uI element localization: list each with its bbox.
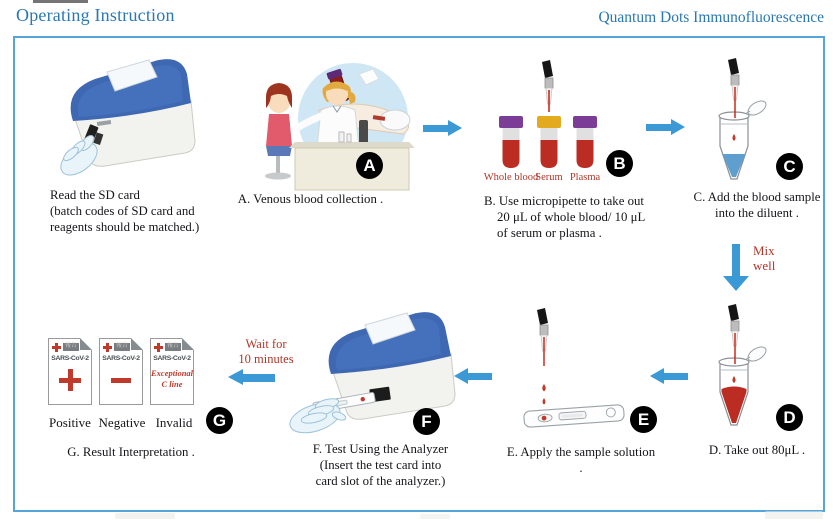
sd-card-reader-illustration xyxy=(45,55,205,187)
arrow-b-to-c xyxy=(646,119,686,135)
card-title: SARS-CoV-2 xyxy=(102,355,140,362)
scan-artifact xyxy=(765,511,823,519)
sd-card-caption: Read the SD card (batch codes of SD card and reagents should be matched.) xyxy=(50,188,200,235)
blood-tubes-illustration xyxy=(478,60,604,176)
step-g-caption: G. Result Interpretation . xyxy=(67,445,195,459)
step-badge-c: C xyxy=(776,153,803,180)
doctor-coat xyxy=(317,106,359,148)
medical-cross-icon xyxy=(154,343,163,352)
step-a-caption: A. Venous blood collection . xyxy=(237,192,384,206)
venous-blood-collection-illustration xyxy=(235,58,425,192)
micropipette-icon xyxy=(537,308,548,366)
scan-artifact xyxy=(420,514,450,519)
result-label-negative: Negative xyxy=(98,415,146,430)
step-e-caption: E. Apply the sample solution . xyxy=(506,445,656,476)
step-badge-d: D xyxy=(776,404,803,431)
arrow-c-to-d-mix xyxy=(723,244,749,292)
result-card-positive xyxy=(48,338,92,405)
tube-label-whole-blood: Whole blood xyxy=(483,172,539,183)
positive-result-icon xyxy=(59,369,81,391)
step-c-caption: C. Add the blood sample into the diluent . xyxy=(693,190,821,221)
paper-fold-icon xyxy=(131,338,143,350)
step-badge-f: F xyxy=(413,408,440,435)
sample-tube-illustration xyxy=(695,304,785,432)
stool-icon xyxy=(265,173,291,180)
micropipette-icon xyxy=(728,304,739,364)
page-subtitle: Quantum Dots Immunofluorescence xyxy=(598,9,824,26)
step-badge-a: A xyxy=(356,152,383,179)
sample-drop-icon xyxy=(543,398,546,405)
negative-result-icon xyxy=(111,378,131,383)
report-tag: 報告 xyxy=(65,343,78,350)
step-badge-b: B xyxy=(606,150,633,177)
step-badge-e: E xyxy=(630,406,657,433)
step-b-caption: B. Use micropipette to take out 20 μL of whole blood/ 10 μL of serum or plasma . xyxy=(484,194,646,241)
medical-cross-icon xyxy=(103,343,112,352)
result-card-negative xyxy=(99,338,143,405)
arrow-a-to-b xyxy=(423,120,463,136)
paper-fold-icon xyxy=(80,338,92,350)
report-tag: 報告 xyxy=(116,343,129,350)
result-card-invalid xyxy=(150,338,194,405)
mix-well-label: Mix well xyxy=(753,243,776,273)
micropipette-icon xyxy=(542,60,553,112)
tube-label-plasma: Plasma xyxy=(569,172,601,183)
card-title: SARS-CoV-2 xyxy=(153,355,191,362)
tube-label-serum: Serum xyxy=(535,172,563,183)
invalid-result-text: Exceptional C line xyxy=(151,368,194,390)
plasma-tube-icon xyxy=(573,116,597,168)
micropipette-icon xyxy=(728,58,739,118)
serum-tube-icon xyxy=(537,116,561,168)
step-f-caption: F. Test Using the Analyzer (Insert the test card into card slot of the analyzer.) xyxy=(312,442,449,489)
test-card-icon xyxy=(524,405,625,428)
step-badge-g: G xyxy=(206,407,233,434)
paper-fold-icon xyxy=(182,338,194,350)
result-cards xyxy=(48,338,194,405)
whole-blood-tube-icon xyxy=(499,116,523,168)
report-tag: 報告 xyxy=(167,343,180,350)
scan-artifact xyxy=(33,0,88,3)
arrow-d-to-e xyxy=(650,368,690,384)
apply-sample-illustration xyxy=(512,304,648,434)
arrow-f-to-g-wait xyxy=(228,369,278,386)
patient-body xyxy=(266,114,292,146)
sample-drop-icon xyxy=(542,384,545,391)
medical-cross-icon xyxy=(52,343,61,352)
result-label-invalid: Invalid xyxy=(155,415,193,430)
result-labels xyxy=(44,415,200,431)
desk-icon xyxy=(295,148,409,190)
card-title: SARS-CoV-2 xyxy=(51,355,89,362)
result-label-positive: Positive xyxy=(49,415,91,430)
wait-label: Wait for 10 minutes xyxy=(238,337,294,366)
page-title: Operating Instruction xyxy=(16,5,175,25)
scan-artifact xyxy=(115,513,175,519)
step-d-caption: D. Take out 80μL . xyxy=(708,443,806,457)
diluent-tube-illustration xyxy=(695,58,785,186)
